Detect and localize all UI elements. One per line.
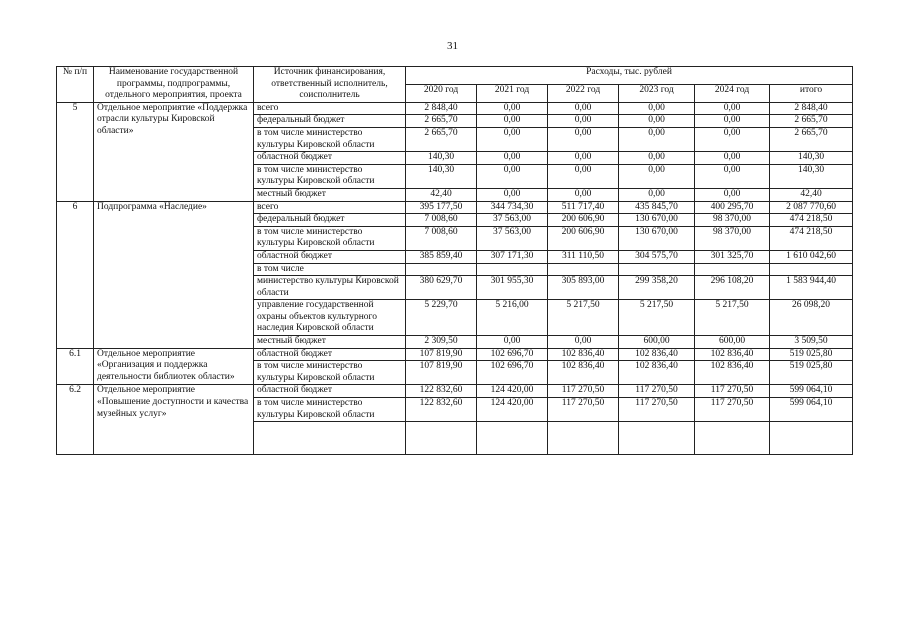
table-row [57, 385, 853, 398]
amount-total: 599 064,10 [770, 385, 853, 398]
amount-cell: 102 836,40 [548, 361, 619, 385]
amount-total: 140,30 [770, 152, 853, 165]
amount-cell: 395 177,50 [406, 201, 477, 214]
amount-cell: 305 893,00 [548, 276, 619, 300]
amount-cell: 102 836,40 [619, 348, 695, 361]
funding-source: управление государственной охраны объектов культурного наследия Кировской области [254, 300, 406, 336]
page-number: 31 [447, 40, 458, 52]
funding-source: в том числе министерство культуры Кировской области [254, 127, 406, 151]
amount-cell: 307 171,30 [477, 250, 548, 263]
funding-source: в том числе министерство культуры Кировской области [254, 361, 406, 385]
amount-cell: 122 832,60 [406, 398, 477, 422]
amount-cell: 0,00 [548, 102, 619, 115]
amount-cell: 102 836,40 [695, 348, 770, 361]
funding-source: федеральный бюджет [254, 214, 406, 227]
amount-cell: 124 420,00 [477, 398, 548, 422]
amount-cell: 140,30 [406, 164, 477, 188]
item-name: Отдельное мероприятие «Поддержка отрасли культуры Кировской области» [94, 102, 254, 201]
header-total: итого [770, 84, 853, 102]
amount-total: 1 583 944,40 [770, 276, 853, 300]
amount-total: 1 610 042,60 [770, 250, 853, 263]
amount-cell: 107 819,90 [406, 361, 477, 385]
funding-source: областной бюджет [254, 250, 406, 263]
amount-cell: 98 370,00 [695, 226, 770, 250]
amount-cell: 102 836,40 [695, 361, 770, 385]
funding-source: всего [254, 201, 406, 214]
header-name: Наименование государственной программы, подпрограммы, отдельного мероприятия, проекта [94, 67, 254, 103]
funding-source: всего [254, 102, 406, 115]
amount-total: 140,30 [770, 164, 853, 188]
amount-cell: 0,00 [695, 152, 770, 165]
amount-cell: 102 696,70 [477, 361, 548, 385]
funding-source: областной бюджет [254, 385, 406, 398]
amount-cell: 5 217,50 [695, 300, 770, 336]
funding-source: областной бюджет [254, 152, 406, 165]
funding-source: местный бюджет [254, 336, 406, 349]
empty-cell [254, 422, 406, 455]
amount-cell: 117 270,50 [695, 385, 770, 398]
funding-source: в том числе министерство культуры Кировской области [254, 226, 406, 250]
amount-cell: 7 008,60 [406, 214, 477, 227]
amount-cell: 344 734,30 [477, 201, 548, 214]
amount-cell: 299 358,20 [619, 276, 695, 300]
amount-cell: 0,00 [477, 188, 548, 201]
header-year: 2024 год [695, 84, 770, 102]
funding-source: в том числе [254, 263, 406, 276]
amount-total: 2 665,70 [770, 115, 853, 128]
amount-cell: 600,00 [695, 336, 770, 349]
header-year: 2023 год [619, 84, 695, 102]
amount-cell: 435 845,70 [619, 201, 695, 214]
item-number: 6.1 [57, 348, 94, 385]
amount-cell: 0,00 [548, 127, 619, 151]
amount-total: 474 218,50 [770, 214, 853, 227]
funding-source: областной бюджет [254, 348, 406, 361]
header-number: № п/п [57, 67, 94, 103]
amount-cell: 200 606,90 [548, 226, 619, 250]
amount-cell: 2 848,40 [406, 102, 477, 115]
item-number: 5 [57, 102, 94, 201]
amount-cell: 0,00 [619, 115, 695, 128]
amount-cell [695, 263, 770, 276]
funding-source: министерство культуры Кировской области [254, 276, 406, 300]
funding-source: в том числе министерство культуры Кировской области [254, 164, 406, 188]
empty-cell [770, 422, 853, 455]
amount-cell: 37 563,00 [477, 214, 548, 227]
amount-cell: 130 670,00 [619, 214, 695, 227]
amount-cell: 600,00 [619, 336, 695, 349]
empty-cell [406, 422, 477, 455]
amount-cell: 37 563,00 [477, 226, 548, 250]
amount-cell: 0,00 [477, 152, 548, 165]
amount-cell: 0,00 [695, 164, 770, 188]
amount-cell: 0,00 [619, 164, 695, 188]
amount-cell: 200 606,90 [548, 214, 619, 227]
amount-cell: 117 270,50 [548, 398, 619, 422]
amount-total: 599 064,10 [770, 398, 853, 422]
funding-source: местный бюджет [254, 188, 406, 201]
amount-cell: 0,00 [619, 152, 695, 165]
amount-cell: 511 717,40 [548, 201, 619, 214]
amount-total: 42,40 [770, 188, 853, 201]
amount-cell: 42,40 [406, 188, 477, 201]
amount-cell: 0,00 [695, 127, 770, 151]
amount-cell: 5 217,50 [619, 300, 695, 336]
amount-cell: 0,00 [548, 152, 619, 165]
amount-cell: 2 665,70 [406, 115, 477, 128]
amount-cell [619, 263, 695, 276]
amount-cell: 5 217,50 [548, 300, 619, 336]
funding-source: в том числе министерство культуры Кировской области [254, 398, 406, 422]
table-body [57, 102, 853, 454]
amount-cell: 0,00 [548, 188, 619, 201]
item-name: Отдельное мероприятие «Организация и поддержка деятельности библиотек области» [94, 348, 254, 385]
budget-table [56, 66, 853, 455]
empty-cell [548, 422, 619, 455]
amount-cell: 0,00 [477, 115, 548, 128]
item-name: Подпрограмма «Наследие» [94, 201, 254, 348]
amount-cell: 301 325,70 [695, 250, 770, 263]
amount-cell: 0,00 [695, 188, 770, 201]
amount-total: 2 087 770,60 [770, 201, 853, 214]
amount-cell: 0,00 [619, 127, 695, 151]
amount-total [770, 263, 853, 276]
amount-cell: 7 008,60 [406, 226, 477, 250]
amount-cell: 385 859,40 [406, 250, 477, 263]
amount-cell: 2 309,50 [406, 336, 477, 349]
item-name: Отдельное мероприятие «Повышение доступности и качества музейных услуг» [94, 385, 254, 455]
amount-cell: 122 832,60 [406, 385, 477, 398]
amount-cell: 117 270,50 [619, 385, 695, 398]
empty-cell [619, 422, 695, 455]
amount-cell: 0,00 [548, 336, 619, 349]
amount-cell: 0,00 [548, 115, 619, 128]
header-year: 2020 год [406, 84, 477, 102]
amount-cell [406, 263, 477, 276]
amount-cell: 102 836,40 [548, 348, 619, 361]
amount-total: 519 025,80 [770, 348, 853, 361]
empty-cell [477, 422, 548, 455]
amount-cell: 107 819,90 [406, 348, 477, 361]
amount-cell: 117 270,50 [695, 398, 770, 422]
amount-cell: 2 665,70 [406, 127, 477, 151]
item-number: 6 [57, 201, 94, 348]
amount-cell: 140,30 [406, 152, 477, 165]
amount-cell: 0,00 [477, 164, 548, 188]
amount-cell: 98 370,00 [695, 214, 770, 227]
amount-cell: 117 270,50 [548, 385, 619, 398]
amount-total: 26 098,20 [770, 300, 853, 336]
amount-total: 2 848,40 [770, 102, 853, 115]
amount-cell: 380 629,70 [406, 276, 477, 300]
amount-cell: 0,00 [695, 102, 770, 115]
amount-total: 519 025,80 [770, 361, 853, 385]
amount-cell: 0,00 [477, 102, 548, 115]
table-row [57, 201, 853, 214]
amount-total: 3 509,50 [770, 336, 853, 349]
amount-cell: 400 295,70 [695, 201, 770, 214]
amount-total: 474 218,50 [770, 226, 853, 250]
amount-cell: 130 670,00 [619, 226, 695, 250]
amount-cell: 296 108,20 [695, 276, 770, 300]
amount-cell [477, 263, 548, 276]
item-number: 6.2 [57, 385, 94, 455]
header-expenses: Расходы, тыс. рублей [406, 67, 853, 85]
amount-cell: 0,00 [619, 188, 695, 201]
amount-cell: 124 420,00 [477, 385, 548, 398]
amount-cell: 301 955,30 [477, 276, 548, 300]
header-year: 2022 год [548, 84, 619, 102]
amount-cell: 0,00 [695, 115, 770, 128]
funding-source: федеральный бюджет [254, 115, 406, 128]
empty-cell [695, 422, 770, 455]
amount-cell: 0,00 [548, 164, 619, 188]
header-year: 2021 год [477, 84, 548, 102]
amount-cell: 0,00 [477, 336, 548, 349]
table-row [57, 348, 853, 361]
amount-cell: 117 270,50 [619, 398, 695, 422]
amount-cell [548, 263, 619, 276]
amount-cell: 0,00 [619, 102, 695, 115]
header-source: Источник финансирования, ответственный исполнитель, соисполнитель [254, 67, 406, 103]
amount-cell: 304 575,70 [619, 250, 695, 263]
amount-cell: 311 110,50 [548, 250, 619, 263]
amount-cell: 102 836,40 [619, 361, 695, 385]
table-row [57, 102, 853, 115]
amount-cell: 0,00 [477, 127, 548, 151]
amount-cell: 5 216,00 [477, 300, 548, 336]
amount-cell: 5 229,70 [406, 300, 477, 336]
amount-cell: 102 696,70 [477, 348, 548, 361]
amount-total: 2 665,70 [770, 127, 853, 151]
